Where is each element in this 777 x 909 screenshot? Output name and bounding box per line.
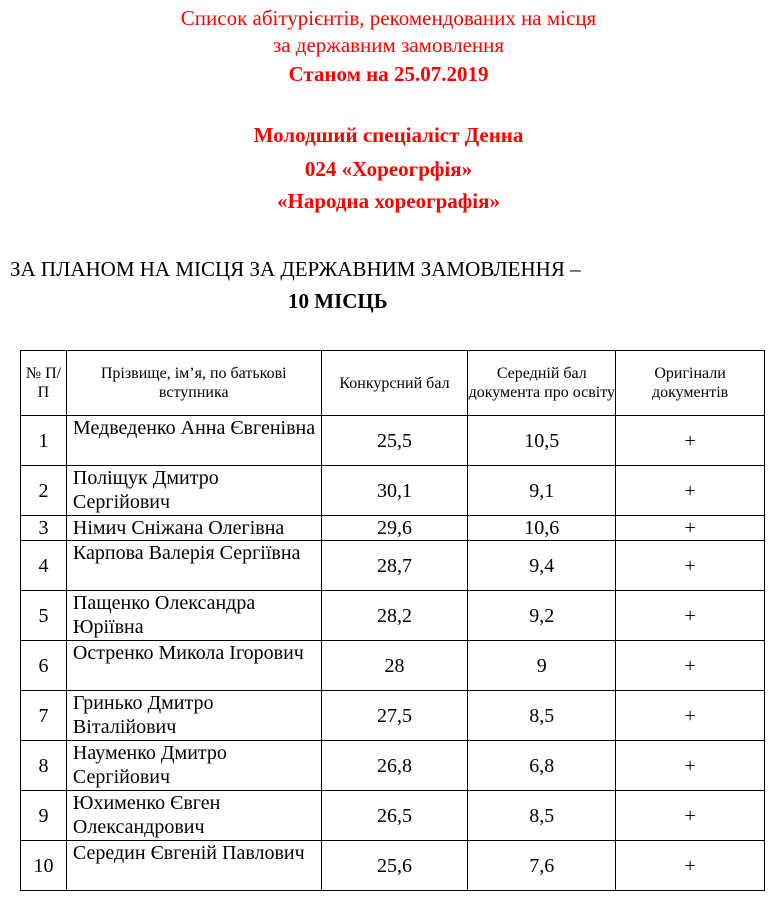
row-num: 5 [21, 591, 67, 641]
row-score: 28,7 [321, 541, 468, 591]
header-name: Прізвище, ім’я, по батькові вступника [66, 351, 321, 416]
header-avg: Середній бал документа про освіту [468, 351, 616, 416]
row-num: 4 [21, 541, 67, 591]
row-avg: 8,5 [468, 791, 616, 841]
row-score: 29,6 [321, 516, 468, 541]
table-row [21, 741, 765, 791]
row-name: Гринько Дмитро Віталійович [66, 691, 321, 741]
row-num: 6 [21, 641, 67, 691]
row-avg: 10,6 [468, 516, 616, 541]
table-row [21, 641, 765, 691]
row-score: 27,5 [321, 691, 468, 741]
row-originals: + [616, 541, 765, 591]
plan-text: ЗА ПЛАНОМ НА МІСЦЯ ЗА ДЕРЖАВНИМ ЗАМОВЛЕННЯ – [10, 257, 581, 281]
row-name: Пащенко Олександра Юріївна [66, 591, 321, 641]
header-num: № П/П [21, 351, 67, 416]
table-row [21, 791, 765, 841]
header-score: Конкурсний бал [321, 351, 468, 416]
table-row [21, 691, 765, 741]
table-row [21, 466, 765, 516]
plan-count: 10 МІСЦЬ [288, 289, 388, 313]
header-date-line: Станом на 25.07.2019 [288, 62, 489, 86]
row-avg: 9,4 [468, 541, 616, 591]
row-avg: 9,2 [468, 591, 616, 641]
row-originals: + [616, 791, 765, 841]
row-score: 25,6 [321, 841, 468, 891]
row-avg: 9,1 [468, 466, 616, 516]
row-score: 28,2 [321, 591, 468, 641]
row-avg: 10,5 [468, 416, 616, 466]
row-num: 7 [21, 691, 67, 741]
row-name: Карпова Валерія Сергіївна [66, 541, 321, 591]
row-score: 28 [321, 641, 468, 691]
table-row [21, 591, 765, 641]
row-originals: + [616, 741, 765, 791]
row-avg: 8,5 [468, 691, 616, 741]
applicants-table [20, 350, 765, 891]
row-num: 9 [21, 791, 67, 841]
row-originals: + [616, 641, 765, 691]
row-name: Медведенко Анна Євгенівна [66, 416, 321, 466]
row-avg: 9 [468, 641, 616, 691]
row-originals: + [616, 591, 765, 641]
row-score: 30,1 [321, 466, 468, 516]
table-header-row [21, 351, 765, 416]
row-score: 26,8 [321, 741, 468, 791]
row-originals: + [616, 691, 765, 741]
row-score: 25,5 [321, 416, 468, 466]
row-originals: + [616, 516, 765, 541]
row-name: Поліщук Дмитро Сергійович [66, 466, 321, 516]
row-originals: + [616, 466, 765, 516]
header-program-line: «Народна хореографія» [276, 189, 501, 213]
table-row [21, 416, 765, 466]
header-subtitle-line: за державним замовлення [272, 33, 505, 57]
row-name: Середин Євгеній Павлович [66, 841, 321, 891]
table-row [21, 541, 765, 591]
row-avg: 6,8 [468, 741, 616, 791]
header-specialty-line: 024 «Хореогрфія» [304, 157, 473, 181]
row-name: Остренко Микола Ігорович [66, 641, 321, 691]
header-orig: Оригінали документів [616, 351, 765, 416]
row-num: 8 [21, 741, 67, 791]
row-avg: 7,6 [468, 841, 616, 891]
row-name: Науменко Дмитро Сергійович [66, 741, 321, 791]
table-row [21, 516, 765, 541]
table-row [21, 841, 765, 891]
row-num: 10 [21, 841, 67, 891]
row-name: Німич Сніжана Олегівна [66, 516, 321, 541]
header-level-line: Молодший спеціаліст Денна [253, 123, 524, 147]
row-originals: + [616, 416, 765, 466]
row-num: 3 [21, 516, 67, 541]
header-title-line: Список абітурієнтів, рекомендованих на місця [180, 6, 597, 30]
row-score: 26,5 [321, 791, 468, 841]
row-num: 1 [21, 416, 67, 466]
row-name: Юхименко Євген Олександрович [66, 791, 321, 841]
row-originals: + [616, 841, 765, 891]
row-num: 2 [21, 466, 67, 516]
